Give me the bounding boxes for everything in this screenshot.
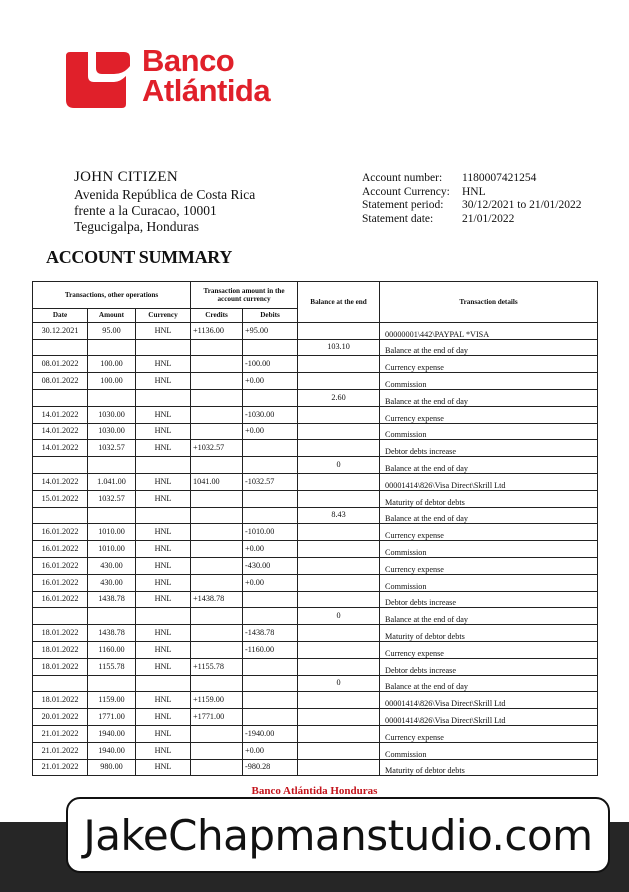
currency-cell [136,389,191,406]
debits-cell: -1032.57 [243,473,298,490]
date-cell: 14.01.2022 [33,423,88,440]
amount-cell: 1032.57 [88,440,136,457]
balance-cell [298,322,380,339]
date-cell: 16.01.2022 [33,541,88,558]
amount-cell: 100.00 [88,373,136,390]
debits-cell [243,457,298,474]
date-cell: 21.01.2022 [33,725,88,742]
amount-cell: 100.00 [88,356,136,373]
amount-cell: 1438.78 [88,625,136,642]
currency-cell: HNL [136,658,191,675]
balance-cell [298,356,380,373]
credits-cell [191,759,243,776]
balance-cell: 0 [298,675,380,692]
date-cell: 18.01.2022 [33,658,88,675]
balance-cell [298,759,380,776]
table-row [33,473,598,490]
credits-cell [191,507,243,524]
amount-cell: 430.00 [88,574,136,591]
account-info-block [362,172,581,226]
balance-cell [298,406,380,423]
debits-cell: +95.00 [243,322,298,339]
debits-cell: -1030.00 [243,406,298,423]
currency-cell: HNL [136,759,191,776]
header-balance: Balance at the end [298,282,380,323]
amount-cell: 1940.00 [88,725,136,742]
table-row [33,725,598,742]
details-cell: Commission [380,742,598,759]
currency-cell [136,608,191,625]
balance-cell: 8.43 [298,507,380,524]
table-row [33,440,598,457]
account-label: Statement period: [362,199,444,211]
details-cell: 00001414\826\Visa Direct\Skrill Ltd [380,692,598,709]
date-cell: 08.01.2022 [33,356,88,373]
balance-cell: 2.60 [298,389,380,406]
customer-name: JOHN CITIZEN [74,169,179,185]
bank-name-line1: Banco [142,43,235,78]
date-cell: 16.01.2022 [33,524,88,541]
table-row [33,608,598,625]
details-cell: Debtor debts increase [380,440,598,457]
details-cell: Debtor debts increase [380,658,598,675]
table-row [33,389,598,406]
amount-cell: 430.00 [88,557,136,574]
currency-cell: HNL [136,541,191,558]
balance-cell [298,541,380,558]
debits-cell: -1010.00 [243,524,298,541]
amount-cell: 1160.00 [88,641,136,658]
currency-cell [136,507,191,524]
details-cell: Balance at the end of day [380,389,598,406]
transactions-body [33,322,598,776]
debits-cell [243,507,298,524]
details-cell: Commission [380,423,598,440]
credits-cell [191,675,243,692]
bank-name-line2: Atlántida [142,73,271,108]
credits-cell [191,389,243,406]
credits-cell [191,608,243,625]
table-row [33,759,598,776]
balance-cell [298,742,380,759]
debits-cell [243,658,298,675]
date-cell: 14.01.2022 [33,406,88,423]
amount-cell [88,339,136,356]
credits-cell [191,725,243,742]
debits-cell: -430.00 [243,557,298,574]
credits-cell [191,557,243,574]
date-cell [33,389,88,406]
currency-cell: HNL [136,473,191,490]
bank-logo [66,43,306,110]
amount-cell [88,457,136,474]
credits-cell [191,356,243,373]
debits-cell [243,709,298,726]
amount-cell: 95.00 [88,322,136,339]
date-cell: 21.01.2022 [33,742,88,759]
date-cell: 16.01.2022 [33,591,88,608]
table-row [33,524,598,541]
amount-cell: 1771.00 [88,709,136,726]
table-row [33,490,598,507]
details-cell: Balance at the end of day [380,457,598,474]
debits-cell [243,692,298,709]
date-cell: 20.01.2022 [33,709,88,726]
column-header-debits: Debits [243,309,298,323]
account-label: Account number: [362,172,443,184]
amount-cell: 1159.00 [88,692,136,709]
balance-cell [298,373,380,390]
table-row [33,709,598,726]
currency-cell: HNL [136,490,191,507]
details-cell: Currency expense [380,406,598,423]
date-cell: 14.01.2022 [33,473,88,490]
date-cell [33,507,88,524]
details-cell: Currency expense [380,557,598,574]
amount-cell [88,507,136,524]
currency-cell [136,457,191,474]
debits-cell [243,608,298,625]
header-details: Transaction details [380,282,598,323]
date-cell: 08.01.2022 [33,373,88,390]
statement-date-row [362,213,581,227]
currency-cell: HNL [136,641,191,658]
debits-cell: -980.28 [243,759,298,776]
currency-cell: HNL [136,322,191,339]
table-row [33,557,598,574]
debits-cell: -100.00 [243,356,298,373]
balance-cell [298,658,380,675]
balance-cell: 0 [298,457,380,474]
balance-cell [298,490,380,507]
account-value: 30/12/2021 to 21/01/2022 [462,199,582,211]
transactions-table [32,281,598,776]
table-row [33,457,598,474]
date-cell: 15.01.2022 [33,490,88,507]
currency-cell: HNL [136,709,191,726]
currency-cell: HNL [136,625,191,642]
debits-cell [243,440,298,457]
balance-cell [298,709,380,726]
details-cell: 00001414\826\Visa Direct\Skrill Ltd [380,709,598,726]
balance-cell: 103.10 [298,339,380,356]
account-number-row [362,172,581,186]
table-row [33,641,598,658]
watermark-banner: JakeChapmanstudio.com [66,797,610,873]
amount-cell: 1030.00 [88,423,136,440]
credits-cell [191,742,243,759]
credits-cell: +1032.57 [191,440,243,457]
currency-cell: HNL [136,742,191,759]
debits-cell [243,591,298,608]
debits-cell: +0.00 [243,742,298,759]
table-row [33,675,598,692]
credits-cell [191,457,243,474]
details-cell: Commission [380,574,598,591]
column-header-credits: Credits [191,309,243,323]
balance-cell [298,574,380,591]
credits-cell [191,423,243,440]
date-cell: 16.01.2022 [33,557,88,574]
date-cell: 14.01.2022 [33,440,88,457]
credits-cell: +1155.78 [191,658,243,675]
table-row [33,356,598,373]
debits-cell: -1160.00 [243,641,298,658]
balance-cell [298,473,380,490]
currency-cell: HNL [136,557,191,574]
column-header-date: Date [33,309,88,323]
amount-cell [88,675,136,692]
currency-cell: HNL [136,591,191,608]
bank-logo-text [142,43,271,108]
details-cell: Currency expense [380,524,598,541]
table-group-header-row [33,282,598,309]
details-cell: Commission [380,373,598,390]
details-cell: Balance at the end of day [380,675,598,692]
details-cell: Commission [380,541,598,558]
amount-cell: 1010.00 [88,524,136,541]
debits-cell: -1438.78 [243,625,298,642]
date-cell: 18.01.2022 [33,641,88,658]
credits-cell [191,490,243,507]
amount-cell [88,608,136,625]
details-cell: Maturity of debtor debts [380,625,598,642]
account-currency-row [362,186,581,200]
date-cell: 21.01.2022 [33,759,88,776]
date-cell [33,457,88,474]
column-header-currency: Currency [136,309,191,323]
table-row [33,322,598,339]
details-cell: Currency expense [380,725,598,742]
table-row [33,658,598,675]
date-cell [33,608,88,625]
balance-cell [298,440,380,457]
debits-cell: +0.00 [243,423,298,440]
credits-cell: +1136.00 [191,322,243,339]
details-cell: 00000001\442\PAYPAL *VISA [380,322,598,339]
balance-cell [298,725,380,742]
debits-cell: +0.00 [243,574,298,591]
date-cell [33,339,88,356]
table-row [33,574,598,591]
amount-cell: 980.00 [88,759,136,776]
details-cell: Balance at the end of day [380,507,598,524]
credits-cell: 1041.00 [191,473,243,490]
debits-cell [243,339,298,356]
currency-cell [136,339,191,356]
balance-cell [298,423,380,440]
address-line: Tegucigalpa, Honduras [74,219,200,234]
table-row [33,692,598,709]
debits-cell: +0.00 [243,373,298,390]
debits-cell: -1940.00 [243,725,298,742]
currency-cell: HNL [136,524,191,541]
customer-address-block [74,169,255,235]
balance-cell [298,591,380,608]
balance-cell [298,692,380,709]
table-row [33,742,598,759]
table-row [33,541,598,558]
amount-cell: 1030.00 [88,406,136,423]
currency-cell: HNL [136,692,191,709]
statement-period-row [362,199,581,213]
credits-cell [191,641,243,658]
credits-cell [191,524,243,541]
table-row [33,423,598,440]
details-cell: Currency expense [380,641,598,658]
table-row [33,625,598,642]
balance-cell: 0 [298,608,380,625]
credits-cell [191,541,243,558]
debits-cell [243,389,298,406]
debits-cell [243,675,298,692]
account-value: 21/01/2022 [462,212,515,225]
credits-cell [191,373,243,390]
currency-cell: HNL [136,356,191,373]
details-cell: Maturity of debtor debts [380,759,598,776]
balance-cell [298,641,380,658]
account-value: HNL [462,185,486,198]
account-label: Account Currency: [362,185,450,198]
credits-cell [191,574,243,591]
amount-cell: 1010.00 [88,541,136,558]
currency-cell: HNL [136,440,191,457]
details-cell: Currency expense [380,356,598,373]
currency-cell: HNL [136,406,191,423]
date-cell: 18.01.2022 [33,625,88,642]
footer-bank-name: Banco Atlántida Honduras [251,785,378,797]
amount-cell: 1155.78 [88,658,136,675]
amount-cell: 1438.78 [88,591,136,608]
column-header-amount: Amount [88,309,136,323]
date-cell [33,675,88,692]
credits-cell [191,406,243,423]
amount-cell [88,389,136,406]
credits-cell [191,339,243,356]
details-cell: Maturity of debtor debts [380,490,598,507]
credits-cell: +1438.78 [191,591,243,608]
address-line: Avenida República de Costa Rica [74,187,256,202]
debits-cell [243,490,298,507]
amount-cell: 1.041.00 [88,473,136,490]
page-title: ACCOUNT SUMMARY [46,247,233,267]
table-row [33,591,598,608]
account-value: 1180007421254 [462,172,537,184]
bank-logo-mark-icon [66,52,130,108]
balance-cell [298,557,380,574]
table-row [33,373,598,390]
details-cell: Balance at the end of day [380,608,598,625]
balance-cell [298,625,380,642]
date-cell: 16.01.2022 [33,574,88,591]
account-label: Statement date: [362,212,434,225]
address-line: frente a la Curacao, 10001 [74,203,217,218]
header-amount-currency: Transaction amount in the account currency [191,282,298,309]
details-cell: 00001414\826\Visa Direct\Skrill Ltd [380,473,598,490]
date-cell: 30.12.2021 [33,322,88,339]
details-cell: Debtor debts increase [380,591,598,608]
currency-cell [136,675,191,692]
table-row [33,507,598,524]
currency-cell: HNL [136,725,191,742]
date-cell: 18.01.2022 [33,692,88,709]
table-row [33,339,598,356]
debits-cell: +0.00 [243,541,298,558]
credits-cell: +1771.00 [191,709,243,726]
header-operations: Transactions, other operations [33,282,191,309]
amount-cell: 1940.00 [88,742,136,759]
currency-cell: HNL [136,373,191,390]
currency-cell: HNL [136,423,191,440]
details-cell: Balance at the end of day [380,339,598,356]
table-row [33,406,598,423]
credits-cell [191,625,243,642]
credits-cell: +1159.00 [191,692,243,709]
currency-cell: HNL [136,574,191,591]
amount-cell: 1032.57 [88,490,136,507]
balance-cell [298,524,380,541]
